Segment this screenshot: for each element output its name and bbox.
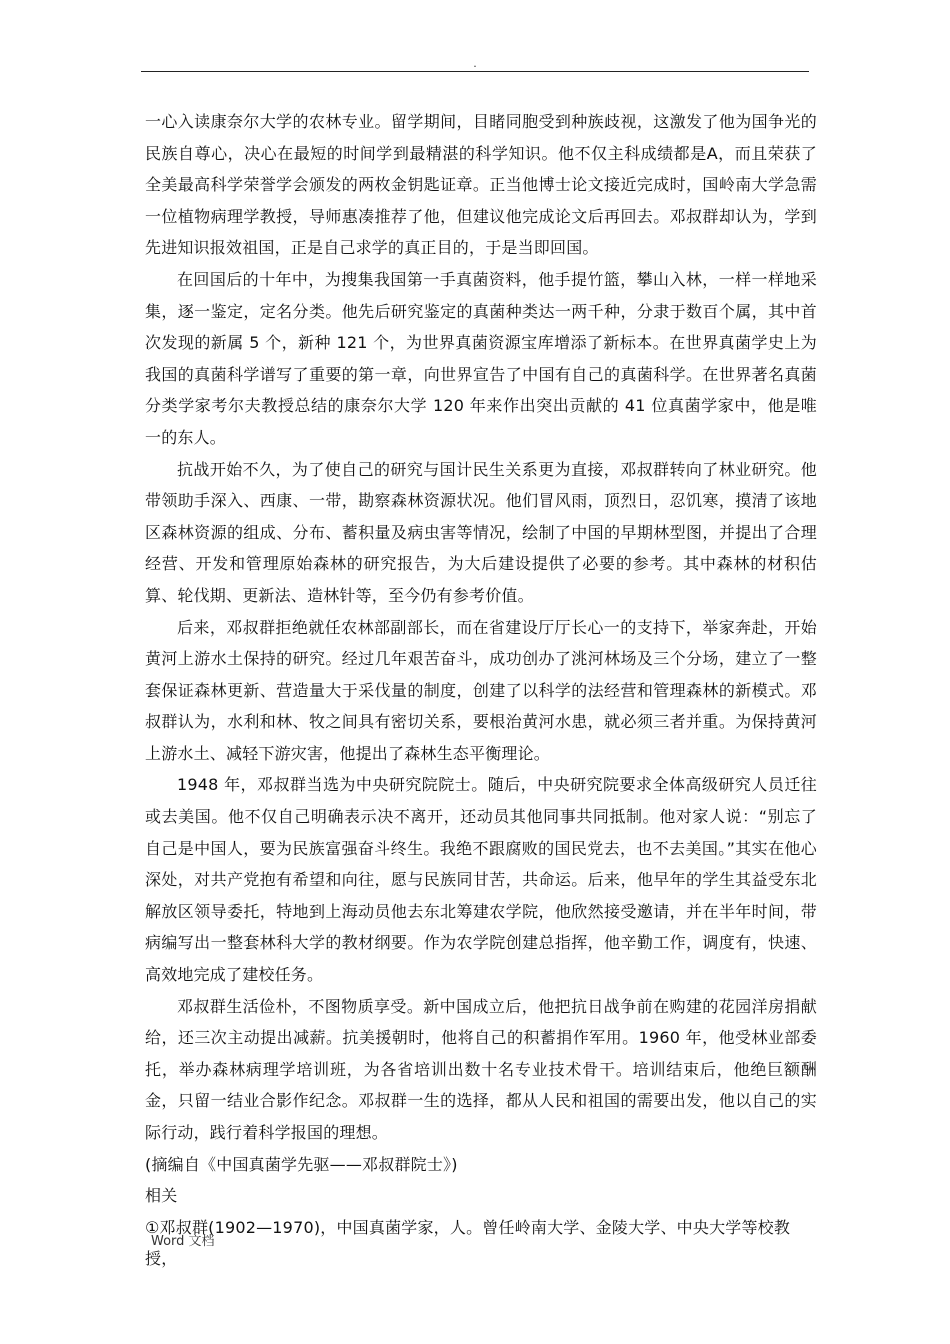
- related-label: 相关: [145, 1186, 178, 1206]
- header-rule: [141, 71, 809, 72]
- paragraph-3: 抗战开始不久，为了使自己的研究与国计民生关系更为直接，邓叔群转向了林业研究。他带领助手深入、西康、一带，勘察森林资源状况。他们冒风雨，顶烈日，忍饥寒，摸清了该地区森林资源的组成、分布、蓄积量及病虫害等情况，绘制了中国的早期林型图，并提出了合理经营、开发和管理原始森林的研究报告，为大后建设提供了必要的参考。其中森林的材积估算、轮伐期、更新法、造林针等，至今仍有参考价值。: [145, 459, 817, 605]
- footer-label: Word 文档: [151, 1234, 215, 1249]
- header-mark: .: [473, 57, 477, 70]
- source-citation: (摘编自《中国真菌学先驱——邓叔群院士》): [145, 1154, 458, 1174]
- paragraph-1: 一心入读康奈尔大学的农林专业。留学期间，目睹同胞受到种族歧视，这激发了他为国争光的民族自尊心，决心在最短的时间学到最精湛的科学知识。他不仅主科成绩都是A，而且荣获了全美最高科学荣誉学会颁发的两枚金钥匙证章。正当他博士论文接近完成时，国岭南大学急需一位植物病理学教授，导师惠凑推荐了他，但建议他完成论文后再回去。邓叔群却认为，学到先进知识报效祖国，正是自己求学的真正目的，于是当即回国。: [145, 112, 817, 258]
- footnote-1: ①邓叔群(1902—1970)，中国真菌学家，人。曾任岭南大学、金陵大学、中央大学等校教授，: [145, 1217, 791, 1269]
- paragraph-5: 1948 年，邓叔群当选为中央研究院院士。随后，中央研究院要求全体高级研究人员迁往或去美国。他不仅自己明确表示决不离开，还动员其他同事共同抵制。他对家人说：“别忘了自己是中国人，要为民族富强奋斗终生。我绝不跟腐败的国民党去，也不去美国。”其实在他心深处，对共产党抱有希望和向往，愿与民族同甘苦，共命运。后来，他早年的学生其益受东北解放区领导委托，特地到上海动员他去东北筹建农学院，他欣然接受邀请，并在半年时间，带病编写出一整套林科大学的教材纲要。作为农学院创建总指挥，他辛勤工作，调度有，快速、高效地完成了建校任务。: [145, 775, 817, 985]
- paragraph-2: 在回国后的十年中，为搜集我国第一手真菌资料，他手提竹篮，攀山入林，一样一样地采集，逐一鉴定，定名分类。他先后研究鉴定的真菌种类达一两千种，分隶于数百个属，其中首次发现的新属 5 个，新种 121 个，为世界真菌资源宝库增添了新标本。在世界真菌学史上为我国的真菌科学谱写了重要的第一章，向世界宣告了中国有自己的真菌科学。在世界著名真菌分类学家考尔夫教授总结的康奈尔大学 120 年来作出突出贡献的 41 位真菌学家中，他是唯一的东人。: [145, 269, 817, 447]
- paragraph-4: 后来，邓叔群拒绝就任农林部副部长，而在省建设厅厅长心一的支持下，举家奔赴，开始黄河上游水土保持的研究。经过几年艰苦奋斗，成功创办了洮河林场及三个分场，建立了一整套保证森林更新、营造量大于采伐量的制度，创建了以科学的法经营和管理森林的新模式。邓叔群认为，水利和林、牧之间具有密切关系，要根治黄河水患，就必须三者并重。为保持黄河上游水土、减轻下游灾害，他提出了森林生态平衡理论。: [145, 617, 817, 763]
- paragraph-6: 邓叔群生活俭朴，不图物质享受。新中国成立后，他把抗日战争前在购建的花园洋房捐献给，还三次主动提出减薪。抗美援朝时，他将自己的积蓄捐作军用。1960 年，他受林业部委托，举办森林病理学培训班，为各省培训出数十名专业技术骨干。培训结束后，他绝巨额酬金，只留一结业合影作纪念。邓叔群一生的选择，都从人民和祖国的需要出发，他以自己的实际行动，践行着科学报国的理想。: [145, 996, 817, 1142]
- document-body: [145, 106, 817, 1275]
